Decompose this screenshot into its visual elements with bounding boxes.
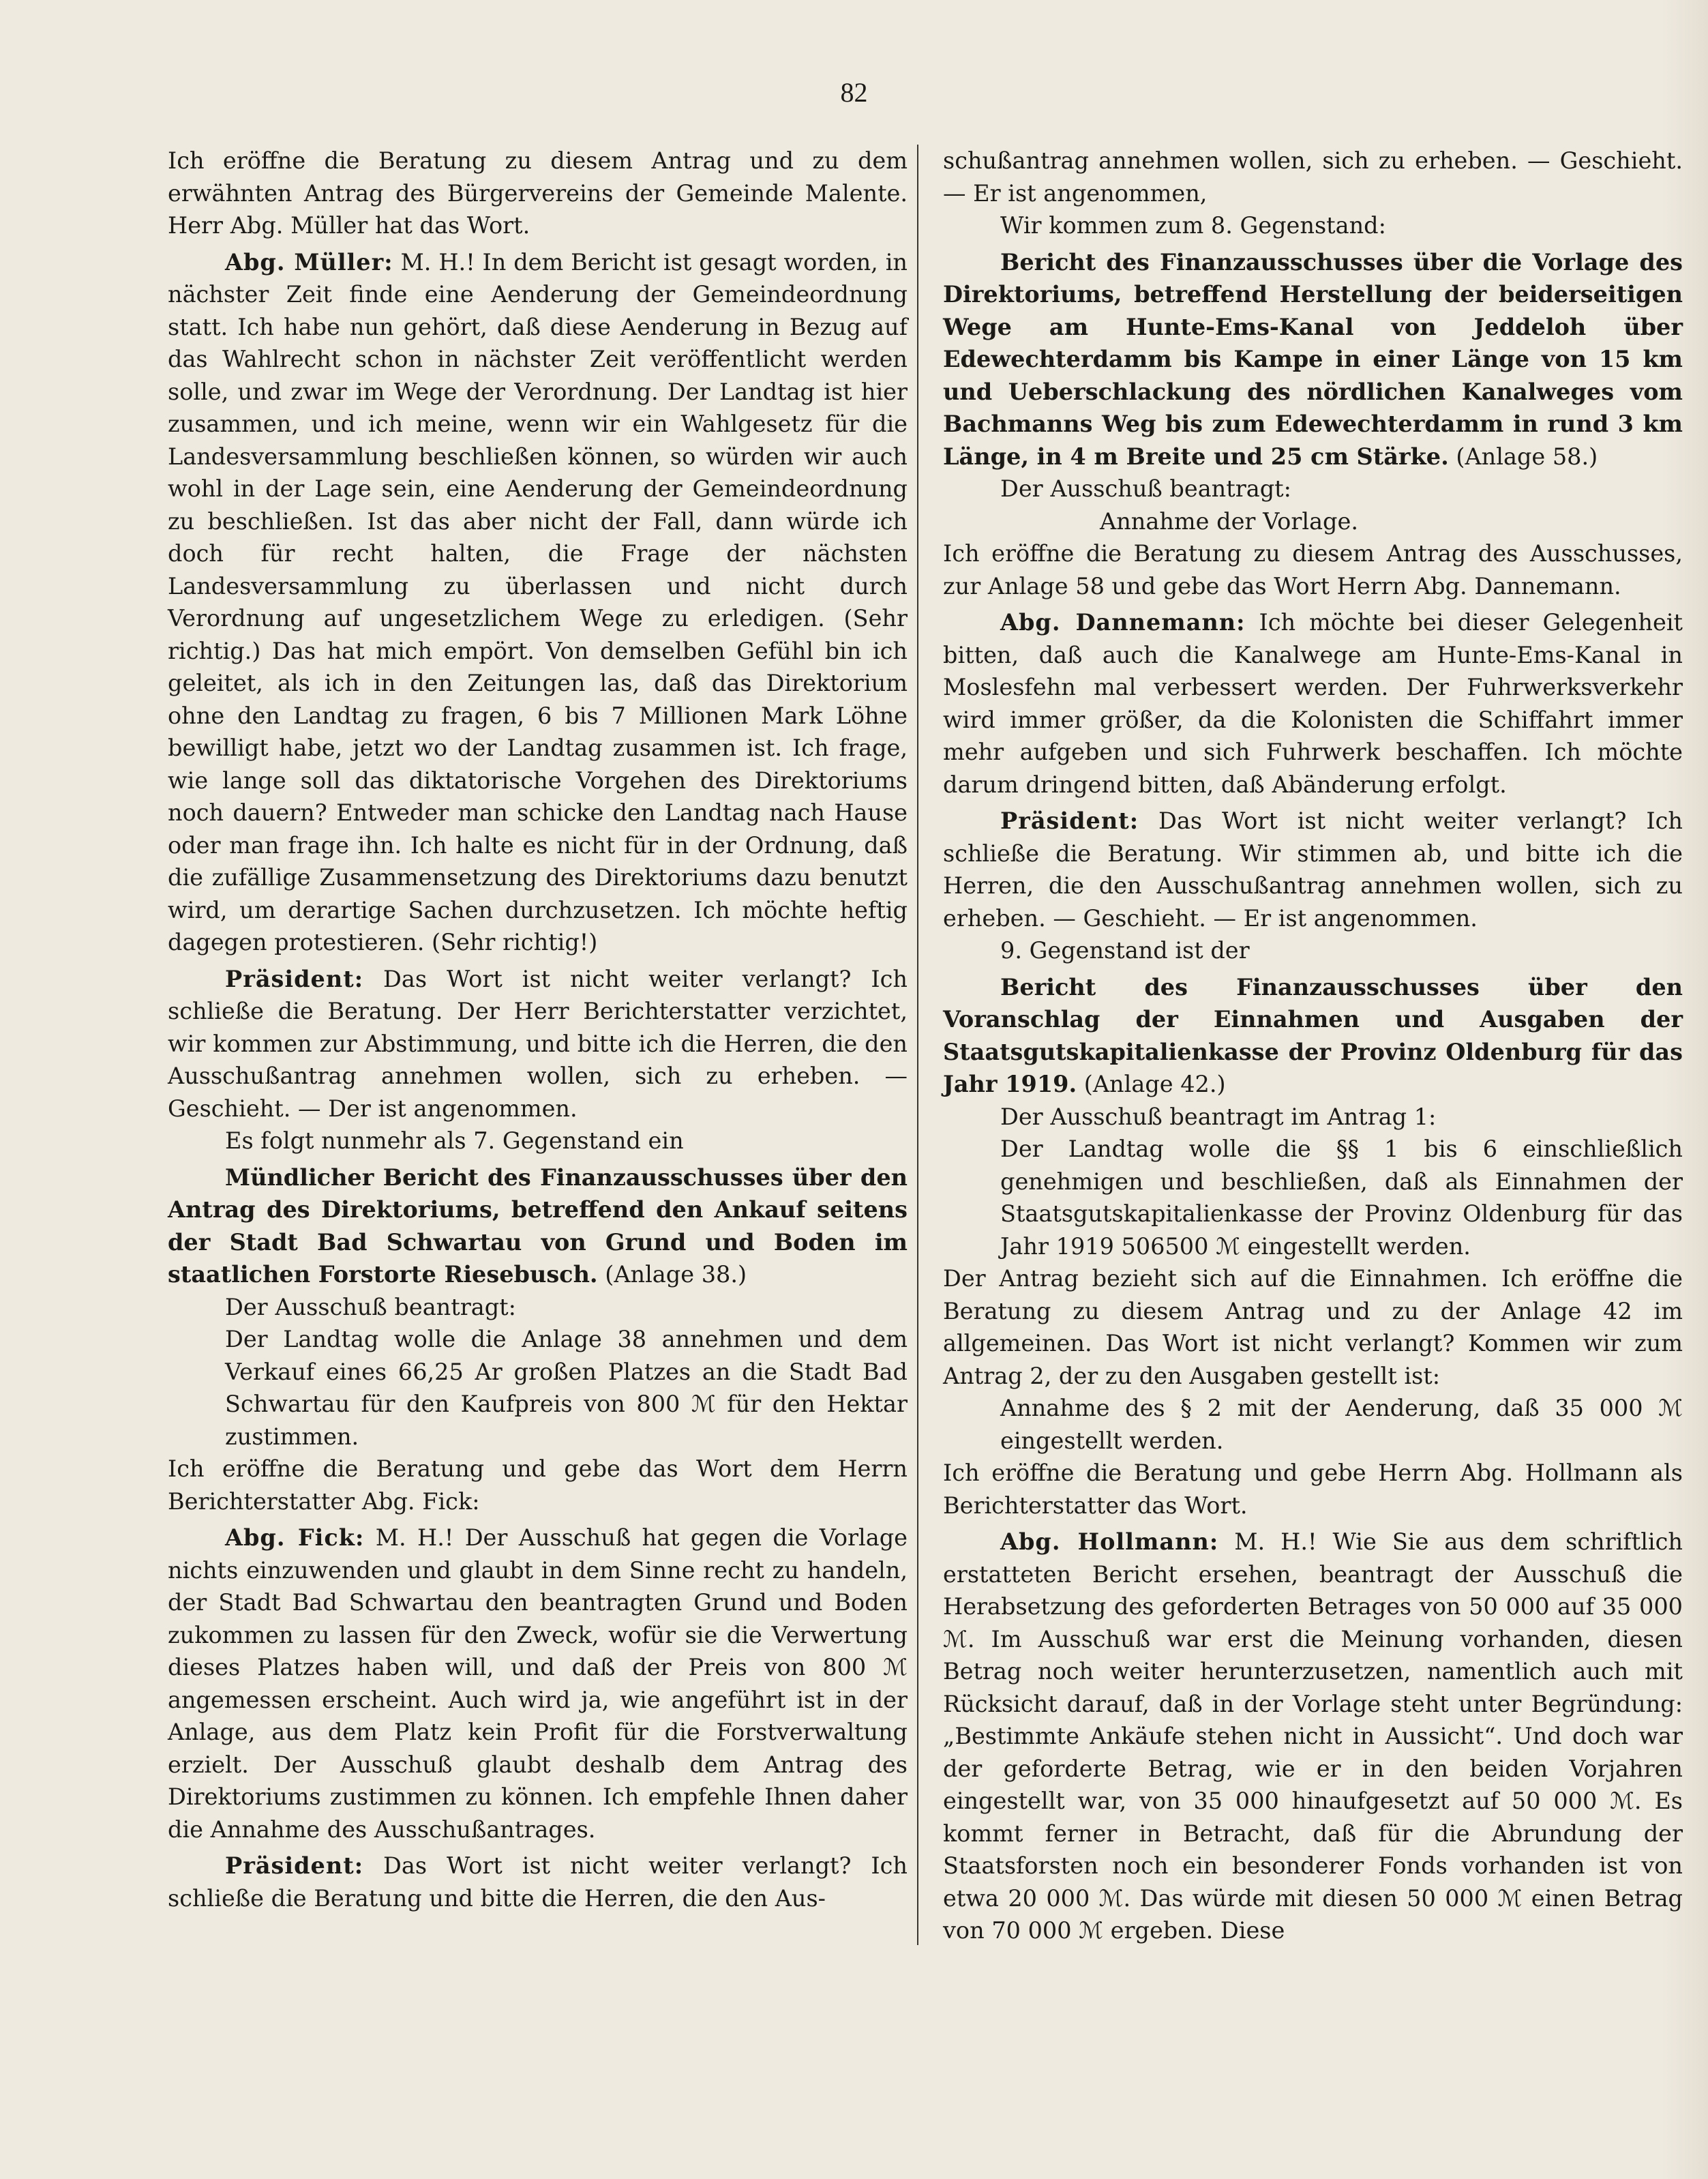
- speech-paragraph: [168, 1522, 908, 1846]
- paragraph: Ich eröffne die Beratung zu diesem Antrag und zu dem erwähnten Antrag des Bürgervereins der Gemeinde Malente. Herr Abg. Müller hat das Wort.: [168, 147, 908, 239]
- page-number: 82: [840, 77, 868, 108]
- speech-text: Das Wort ist nicht weiter verlangt? Ich schließe die Beratung und bitte die Herren, die den Aus-: [168, 1852, 908, 1912]
- right-column: [943, 145, 1683, 1947]
- agenda-item-heading: [943, 971, 1683, 1101]
- speech-paragraph: [943, 606, 1683, 801]
- speaker-name: Abg. Dannemann:: [1000, 609, 1246, 636]
- paragraph: Wir kommen zum 8. Gegenstand:: [1000, 212, 1386, 239]
- heading-text: Bericht des Finanzausschusses über den Voranschlag der Einnahmen und Ausgaben der Staatsgutskapitalienkasse der Provinz Oldenburg für das Jahr 1919.: [943, 973, 1683, 1097]
- heading-text: Bericht des Finanzausschusses über die Vorlage des Direktoriums, betreffend Herstellung der beiderseitigen Wege am Hunte-Ems-Kanal von Jeddeloh über Edewechterdamm bis Kampe in einer Länge von 15 km und Ueberschlackung des nördlichen Kanalweges vom Bachmanns Weg bis zum Edewechterdamm in rund 3 km Länge, in 4 m Breite und 25 cm Stärke.: [943, 248, 1683, 470]
- speech-paragraph: [168, 246, 908, 959]
- paragraph: Ich eröffne die Beratung und gebe Herrn Abg. Hollmann als Berichterstatter das Wort.: [943, 1459, 1683, 1519]
- speech-text: Das Wort ist nicht weiter verlangt? Ich schließe die Beratung. Wir stimmen ab, und bitte ich die Herren, die den Ausschußantrag annehmen wollen, sich zu erheben. — Geschieht. — Er ist angenommen.: [943, 807, 1683, 932]
- motion-text: Annahme des § 2 mit der Aenderung, daß 35 000 ℳ eingestellt werden.: [1000, 1395, 1683, 1454]
- paragraph: Der Antrag bezieht sich auf die Einnahmen. Ich eröffne die Beratung zu diesem Antrag und zu der Anlage 42 im allgemeinen. Das Wort ist nicht verlangt? Kommen wir zum Antrag 2, der zu den Ausgaben gestellt ist:: [943, 1265, 1683, 1389]
- agenda-item-heading: [943, 246, 1683, 473]
- speaker-name: Abg. Müller:: [225, 248, 393, 276]
- speaker-name: Präsident:: [225, 1852, 364, 1879]
- attachment-reference: (Anlage 42.): [1077, 1071, 1226, 1097]
- paragraph: Es folgt nunmehr als 7. Gegenstand ein: [225, 1127, 684, 1154]
- speech-paragraph: [943, 1526, 1683, 1947]
- left-column: [168, 145, 908, 1914]
- paragraph: Der Ausschuß beantragt im Antrag 1:: [1000, 1103, 1437, 1130]
- speech-paragraph: [168, 963, 908, 1125]
- speech-text: M. H.! Wie Sie aus dem schriftlich erstatteten Bericht ersehen, beantragt der Ausschuß die Herabsetzung des geforderten Betrages von 50 000 auf 35 000 ℳ. Im Ausschuß war erst die Meinung vorhanden, diesen Betrag noch weiter herunterzusetzen, namentlich auch mit Rücksicht darauf, daß in der Vorlage steht unter Begründung: „Bestimmte Ankäufe stehen nicht in Aussicht“. Und doch war der geforderte Betrag, wie er in den beiden Vorjahren eingestellt war, von 35 000 hinaufgesetzt auf 50 000 ℳ. Es kommt ferner in Betracht, daß für die Abrundung der Staatsforsten noch ein besonderer Fonds vorhanden ist von etwa 20 000 ℳ. Das würde mit diesen 50 000 ℳ einen Betrag von 70 000 ℳ ergeben. Diese: [943, 1528, 1683, 1944]
- motion-text: Der Landtag wolle die §§ 1 bis 6 einschließlich genehmigen und beschließen, daß als Einnahmen der Staatsgutskapitalienkasse der Provinz Oldenburg für das Jahr 1919 506500 ℳ eingestellt werden.: [1000, 1136, 1683, 1260]
- speech-paragraph: [168, 1850, 908, 1914]
- paragraph: Der Ausschuß beantragt:: [225, 1293, 516, 1320]
- speech-text: M. H.! Der Ausschuß hat gegen die Vorlage nichts einzuwenden und glaubt in dem Sinne recht zu handeln, der Stadt Bad Schwartau den beantragten Grund und Boden zukommen zu lassen für den Zweck, wofür sie die Verwertung dieses Platzes haben will, und daß der Preis von 800 ℳ angemessen erscheint. Auch wird ja, wie angeführt ist in der Anlage, aus dem Platz kein Profit für die Forstverwaltung erzielt. Der Ausschuß glaubt deshalb dem Antrag des Direktoriums zustimmen zu können. Ich empfehle Ihnen daher die Annahme des Ausschußantrages.: [168, 1524, 908, 1843]
- paragraph: Ich eröffne die Beratung und gebe das Wort dem Herrn Berichterstatter Abg. Fick:: [168, 1455, 908, 1515]
- speaker-name: Präsident:: [225, 965, 364, 992]
- speaker-name: Abg. Fick:: [225, 1524, 365, 1551]
- attachment-reference: (Anlage 58.): [1448, 443, 1598, 470]
- speech-paragraph: [943, 805, 1683, 934]
- speaker-name: Abg. Hollmann:: [1000, 1528, 1219, 1555]
- paragraph: schußantrag annehmen wollen, sich zu erheben. — Geschieht. — Er ist angenommen,: [943, 147, 1683, 207]
- agenda-item-heading: [168, 1161, 908, 1291]
- speech-text: Das Wort ist nicht weiter verlangt? Ich schließe die Beratung. Der Herr Berichterstatter verzichtet, wir kommen zur Abstimmung, und bitte ich die Herren, die den Ausschußantrag annehmen wollen, sich zu erheben. — Geschieht. — Der ist angenommen.: [168, 965, 908, 1122]
- speaker-name: Präsident:: [1000, 807, 1139, 834]
- column-divider: [917, 145, 918, 1945]
- attachment-reference: (Anlage 38.): [597, 1261, 747, 1288]
- paragraph: Ich eröffne die Beratung zu diesem Antrag des Ausschusses, zur Anlage 58 und gebe das Wort Herrn Abg. Dannemann.: [943, 540, 1683, 599]
- paragraph: Der Ausschuß beantragt:: [1000, 475, 1291, 502]
- paragraph: 9. Gegenstand ist der: [1000, 937, 1250, 964]
- motion-text: Annahme der Vorlage.: [1100, 507, 1358, 535]
- speech-text: M. H.! In dem Bericht ist gesagt worden, in nächster Zeit finde eine Aenderung der Gemeindeordnung statt. Ich habe nun gehört, daß diese Aenderung in Bezug auf das Wahlrecht schon in nächster Zeit veröffentlicht werden solle, und zwar im Wege der Verordnung. Der Landtag ist hier zusammen, und ich meine, wenn wir ein Wahlgesetz für die Landesversammlung beschließen können, so würden wir auch wohl in der Lage sein, eine Aenderung der Gemeindeordnung zu beschließen. Ist das aber nicht der Fall, dann würde ich doch für recht halten, die Frage der nächsten Landesversammlung zu überlassen und nicht durch Verordnung auf ungesetzlichem Wege zu erledigen. (Sehr richtig.) Das hat mich empört. Von demselben Gefühl bin ich geleitet, als ich in den Zeitungen las, daß das Direktorium ohne den Landtag zu fragen, 6 bis 7 Millionen Mark Löhne bewilligt habe, jetzt wo der Landtag zusammen ist. Ich frage, wie lange soll das diktatorische Vorgehen des Direktoriums noch dauern? Entweder man schicke den Landtag nach Hause oder man frage ihn. Ich halte es nicht für in der Ordnung, daß die zufällige Zusammensetzung des Direktoriums dazu benutzt wird, um derartige Sachen durchzusetzen. Ich möchte heftig dagegen protestieren. (Sehr richtig!): [168, 248, 908, 955]
- motion-text: Der Landtag wolle die Anlage 38 annehmen und dem Verkauf eines 66,25 Ar großen Platzes an die Stadt Bad Schwartau für den Kaufpreis von 800 ℳ für den Hektar zustimmen.: [225, 1326, 908, 1450]
- heading-text: Mündlicher Bericht des Finanzausschusses über den Antrag des Direktoriums, betreffend den Ankauf seitens der Stadt Bad Schwartau von Grund und Boden im staatlichen Forstorte Riesebusch.: [168, 1163, 908, 1288]
- speech-text: Ich möchte bei dieser Gelegenheit bitten, daß auch die Kanalwege am Hunte-Ems-Kanal in Moslesfehn mal verbessert werden. Der Fuhrwerksverkehr wird immer größer, da die Kolonisten die Schiffahrt immer mehr aufgeben und sich Fuhrwerk beschaffen. Ich möchte darum dringend bitten, daß Abänderung erfolgt.: [943, 609, 1683, 798]
